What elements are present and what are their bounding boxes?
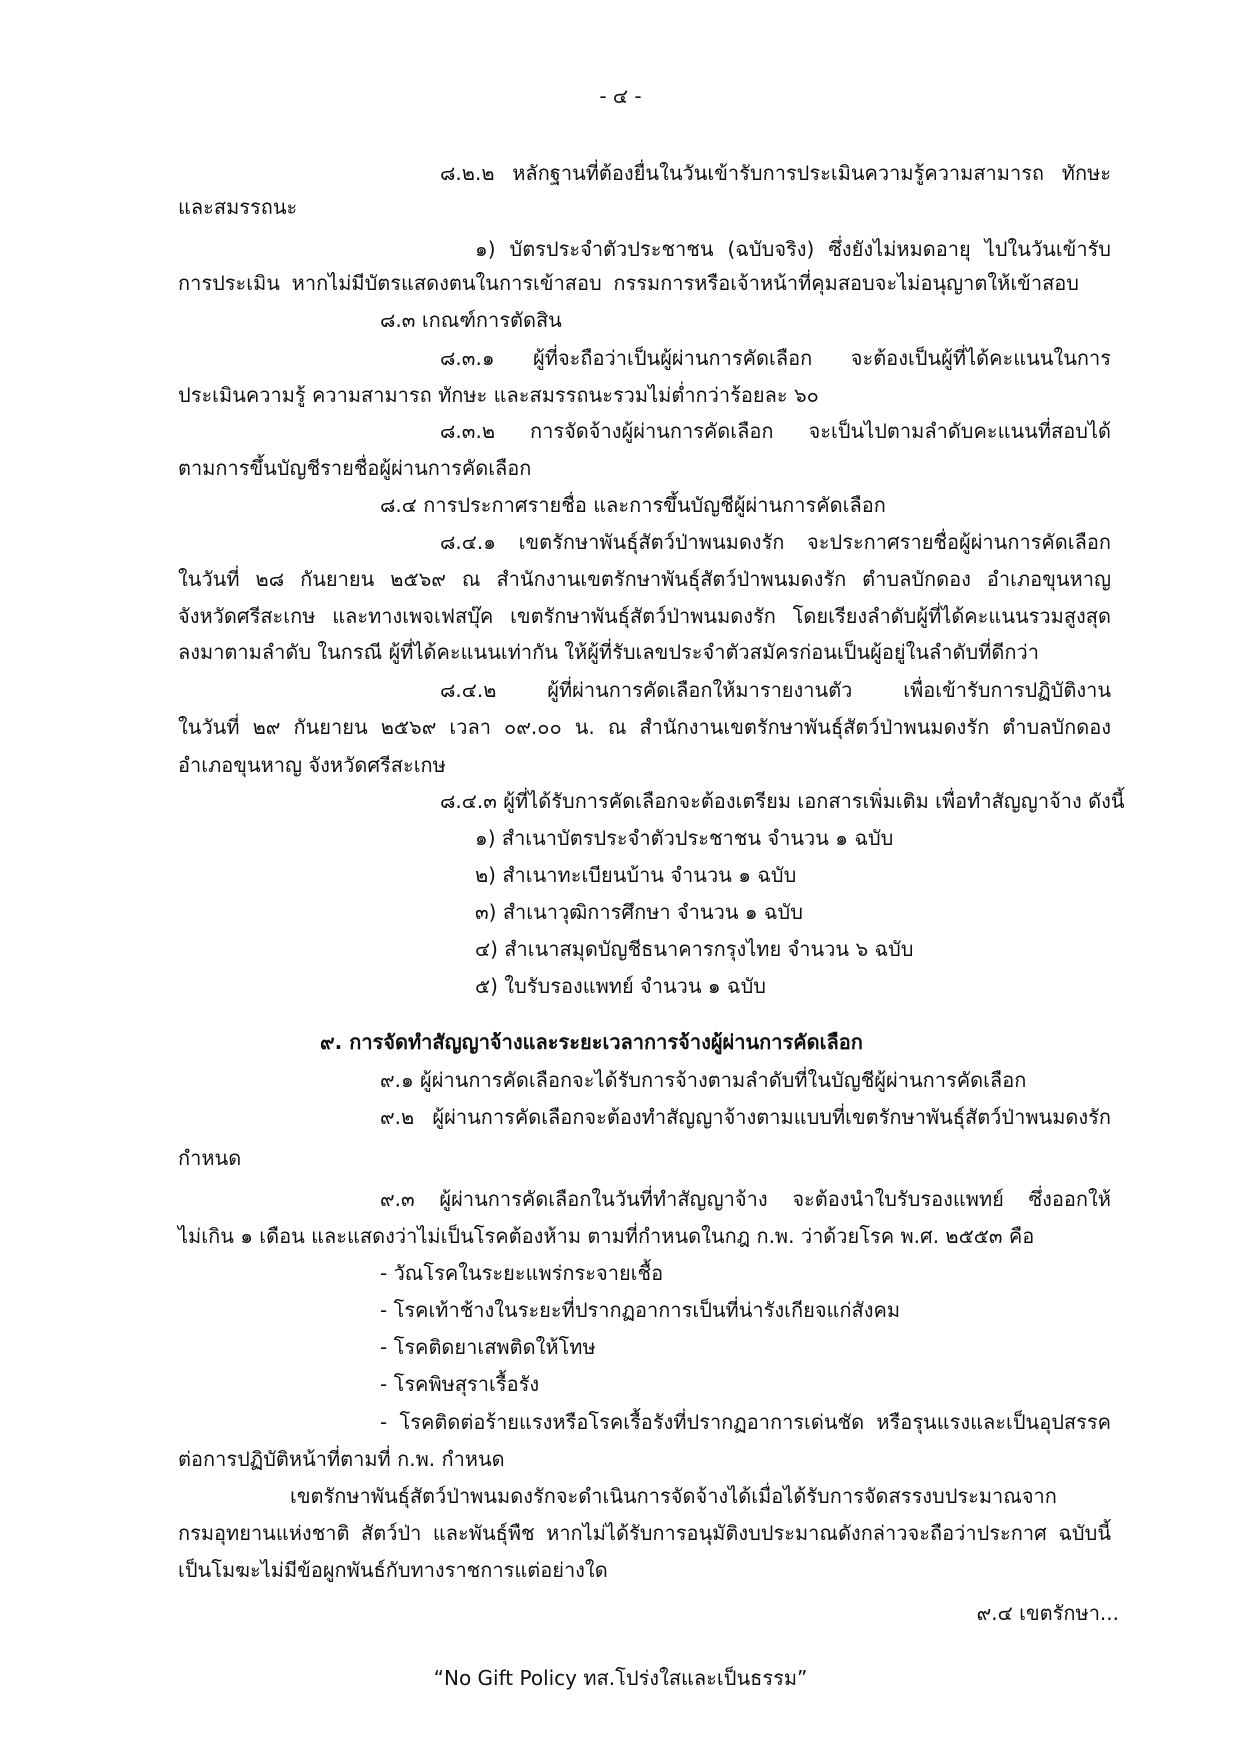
section-8-4-1-line-3: จังหวัดศรีสะเกษ และทางเพจเฟสบุ๊ค เขตรักษาพันธุ์สัตว์ป่าพนมดงรัก โดยเรียงลำดับผู้ที่ได้คะแนนรวมสูงสุด (178, 604, 1111, 628)
budget-line-1: เขตรักษาพันธุ์สัตว์ป่าพนมดงรักจะดำเนินการจัดจ้างได้เมื่อได้รับการจัดสรรงบประมาณจาก (290, 1484, 1057, 1508)
section-8-3-2-line-2: ตามการขึ้นบัญชีรายชื่อผู้ผ่านการคัดเลือก (178, 456, 532, 480)
disease-5-line-2: ต่อการปฏิบัติหน้าที่ตามที่ ก.พ. กำหนด (178, 1447, 505, 1471)
doc-list-item: ๓) สำเนาวุฒิการศึกษา จำนวน ๑ ฉบับ (475, 900, 803, 924)
budget-line-3: เป็นโมฆะไม่มีข้อผูกพันธ์กับทางราชการแต่อย่างใด (178, 1558, 608, 1582)
doc-list-item: ๑) สำเนาบัตรประจำตัวประชาชน จำนวน ๑ ฉบับ (475, 826, 894, 850)
section-8-4-3-line-1: ๘.๔.๓ ผู้ที่ได้รับการคัดเลือกจะต้องเตรียม เอกสารเพิ่มเติม เพื่อทำสัญญาจ้าง ดังนี้ (440, 789, 1125, 813)
section-8-3-1-line-1: ๘.๓.๑ ผู้ที่จะถือว่าเป็นผู้ผ่านการคัดเลือก จะต้องเป็นผู้ที่ได้คะแนนในการ (440, 346, 1111, 370)
item-1-line-1: ๑) บัตรประจำตัวประชาชน (ฉบับจริง) ซึ่งยังไม่หมดอายุ ไปในวันเข้ารับ (475, 237, 1111, 261)
page-number: - ๔ - (599, 84, 642, 108)
section-8-4-1-line-4: ลงมาตามลำดับ ในกรณี ผู้ที่ได้คะแนนเท่ากัน ให้ผู้ที่รับเลขประจำตัวสมัครก่อนเป็นผู้อยู่ในลำดับที่ดีกว่า (178, 640, 1039, 664)
doc-list-item: ๕) ใบรับรองแพทย์ จำนวน ๑ ฉบับ (475, 974, 766, 998)
section-8-3-title: ๘.๓ เกณฑ์การตัดสิน (380, 308, 562, 332)
section-8-2-2-line-1: ๘.๒.๒ หลักฐานที่ต้องยื่นในวันเข้ารับการประเมินความรู้ความสามารถ ทักษะ (440, 161, 1111, 185)
section-8-4-2-line-3: อำเภอขุนหาญ จังหวัดศรีสะเกษ (178, 753, 446, 777)
item-1-line-2: การประเมิน หากไม่มีบัตรแสดงตนในการเข้าสอบ กรรมการหรือเจ้าหน้าที่คุมสอบจะไม่อนุญาตให้เข้าสอบ (178, 271, 1079, 295)
section-9-2-line-1: ๙.๒ ผู้ผ่านการคัดเลือกจะต้องทำสัญญาจ้างตามแบบที่เขตรักษาพันธุ์สัตว์ป่าพนมดงรัก (380, 1105, 1111, 1129)
section-8-3-2-line-1: ๘.๓.๒ การจัดจ้างผู้ผ่านการคัดเลือก จะเป็นไปตามลำดับคะแนนที่สอบได้ (440, 419, 1111, 443)
footer-slogan: “No Gift Policy ทส.โปร่งใสและเป็นธรรม” (433, 1666, 808, 1690)
disease-item: - วัณโรคในระยะแพร่กระจายเชื้อ (380, 1261, 664, 1285)
section-8-2-2-line-2: และสมรรถนะ (178, 195, 298, 219)
section-8-4-2-line-1: ๘.๔.๒ ผู้ที่ผ่านการคัดเลือกให้มารายงานตัว เพื่อเข้ารับการปฏิบัติงาน (440, 678, 1111, 702)
continuation-marker: ๙.๔ เขตรักษา... (976, 1601, 1119, 1625)
disease-item: - โรคเท้าช้างในระยะที่ปรากฏอาการเป็นที่น่ารังเกียจแก่สังคม (380, 1298, 901, 1322)
doc-list-item: ๒) สำเนาทะเบียนบ้าน จำนวน ๑ ฉบับ (475, 863, 797, 887)
section-9-2-line-2: กำหนด (178, 1146, 242, 1170)
section-9-1: ๙.๑ ผู้ผ่านการคัดเลือกจะได้รับการจ้างตามลำดับที่ในบัญชีผู้ผ่านการคัดเลือก (380, 1068, 1027, 1092)
budget-line-2: กรมอุทยานแห่งชาติ สัตว์ป่า และพันธุ์พืช หากไม่ได้รับการอนุมัติงบประมาณดังกล่าวจะถือว่าประกาศ ฉบับนี้ (178, 1521, 1111, 1545)
disease-5-line-1: - โรคติดต่อร้ายแรงหรือโรคเรื้อรังที่ปรากฏอาการเด่นชัด หรือรุนแรงและเป็นอุปสรรค (380, 1410, 1111, 1434)
section-9-heading: ๙. การจัดทำสัญญาจ้างและระยะเวลาการจ้างผู้ผ่านการคัดเลือก (320, 1030, 863, 1054)
section-9-3-line-1: ๙.๓ ผู้ผ่านการคัดเลือกในวันที่ทำสัญญาจ้าง จะต้องนำใบรับรองแพทย์ ซึ่งออกให้ (380, 1187, 1111, 1211)
disease-item: - โรคติดยาเสพติดให้โทษ (380, 1335, 596, 1359)
disease-item: - โรคพิษสุราเรื้อรัง (380, 1372, 540, 1396)
section-8-4-1-line-1: ๘.๔.๑ เขตรักษาพันธุ์สัตว์ป่าพนมดงรัก จะประกาศรายชื่อผู้ผ่านการคัดเลือก (440, 530, 1111, 554)
section-8-4-1-line-2: ในวันที่ ๒๘ กันยายน ๒๕๖๙ ณ สำนักงานเขตรักษาพันธุ์สัตว์ป่าพนมดงรัก ตำบลบักดอง อำเภอขุนหาญ (178, 567, 1111, 591)
section-8-4-2-line-2: ในวันที่ ๒๙ กันยายน ๒๕๖๙ เวลา ๐๙.๐๐ น. ณ สำนักงานเขตรักษาพันธุ์สัตว์ป่าพนมดงรัก ตำบลบักดอง (178, 715, 1111, 739)
section-8-4-title: ๘.๔ การประกาศรายชื่อ และการขึ้นบัญชีผู้ผ่านการคัดเลือก (380, 493, 886, 517)
doc-list-item: ๔) สำเนาสมุดบัญชีธนาคารกรุงไทย จำนวน ๖ ฉบับ (475, 937, 914, 961)
section-8-3-1-line-2: ประเมินความรู้ ความสามารถ ทักษะ และสมรรถนะรวมไม่ต่ำกว่าร้อยละ ๖๐ (178, 383, 819, 407)
section-9-3-line-2: ไม่เกิน ๑ เดือน และแสดงว่าไม่เป็นโรคต้องห้าม ตามที่กำหนดในกฎ ก.พ. ว่าด้วยโรค พ.ศ. ๒๕๕๓ คือ (178, 1224, 1035, 1248)
